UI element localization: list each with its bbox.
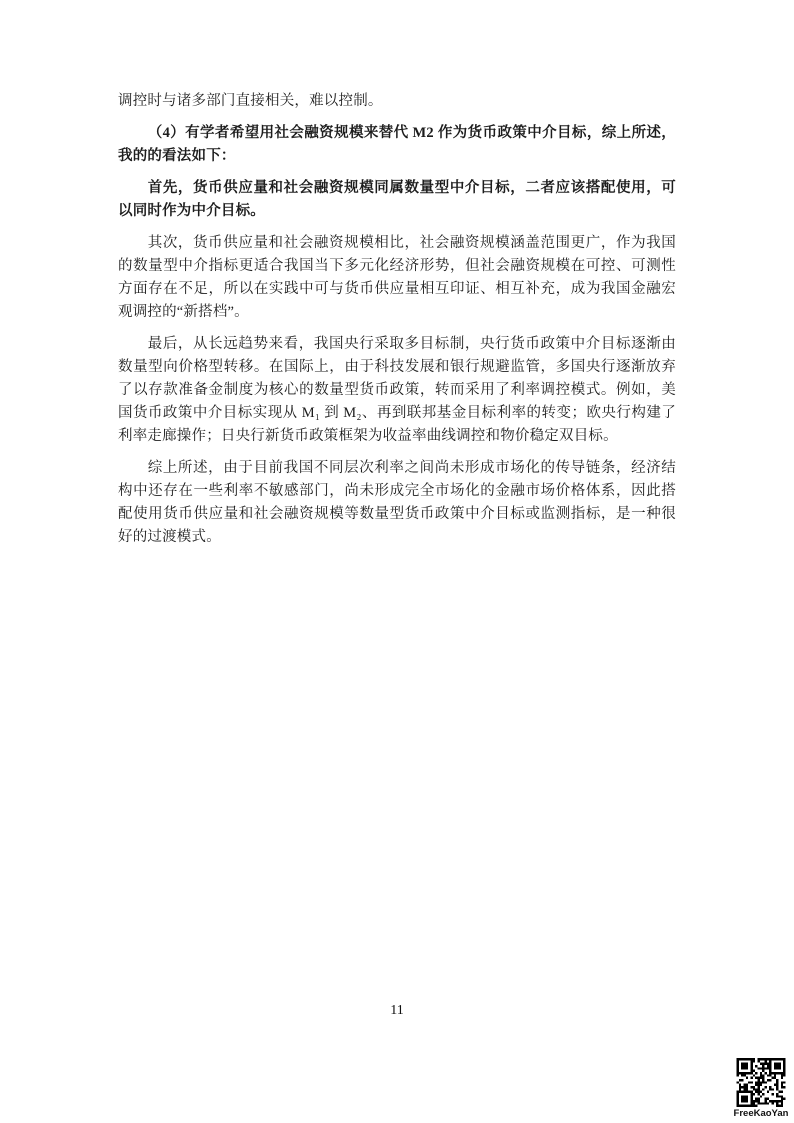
qr-code-icon <box>735 1058 787 1107</box>
page-number: 11 <box>390 1003 404 1018</box>
paragraph-5: 最后，从长远趋势来看，我国央行采取多目标制，央行货币政策中介目标逐渐由数量型向价格型转移。在国际上，由于科技发展和银行规避监管，多国央行逐渐放弃了以存款准备金制度为核心的数量型货币政策，转而采用了利率调控模式。例如，美国货币政策中介目标实现从 M₁ 到 M₂、再到联邦基金目标利率的转变；欧央行构建了利率走廊操作；日央行新货币政策框架为收益率曲线调控和物价稳定双目标。 <box>118 336 676 444</box>
paragraph-6: 综上所述，由于目前我国不同层次利率之间尚未形成市场化的传导链条，经济结构中还存在一些利率不敏感部门，尚未形成完全市场化的金融市场价格体系，因此搭配使用货币供应量和社会融资规模等数量型货币政策中介目标或监测指标，是一种很好的过渡模式。 <box>118 460 676 545</box>
paragraph-3: 首先，货币供应量和社会融资规模同属数量型中介目标，二者应该搭配使用，可以同时作为中介目标。 <box>118 180 676 219</box>
paragraph-2: （4）有学者希望用社会融资规模来替代 M2 作为货币政策中介目标，综上所述，我的的看法如下： <box>118 125 676 164</box>
document-body <box>118 90 676 558</box>
paragraph-4: 其次，货币供应量和社会融资规模相比，社会融资规模涵盖范围更广，作为我国的数量型中介指标更适合我国当下多元化经济形势，但社会融资规模在可控、可测性方面存在不足，所以在实践中可与货币供应量相互印证、相互补充，成为我国金融宏观调控的“新搭档”。 <box>118 235 676 320</box>
paragraph-1: 调控时与诸多部门直接相关，难以控制。 <box>118 93 383 109</box>
qr-watermark <box>729 1058 793 1119</box>
qr-watermark-label: FreeKaoYan <box>733 1108 789 1119</box>
